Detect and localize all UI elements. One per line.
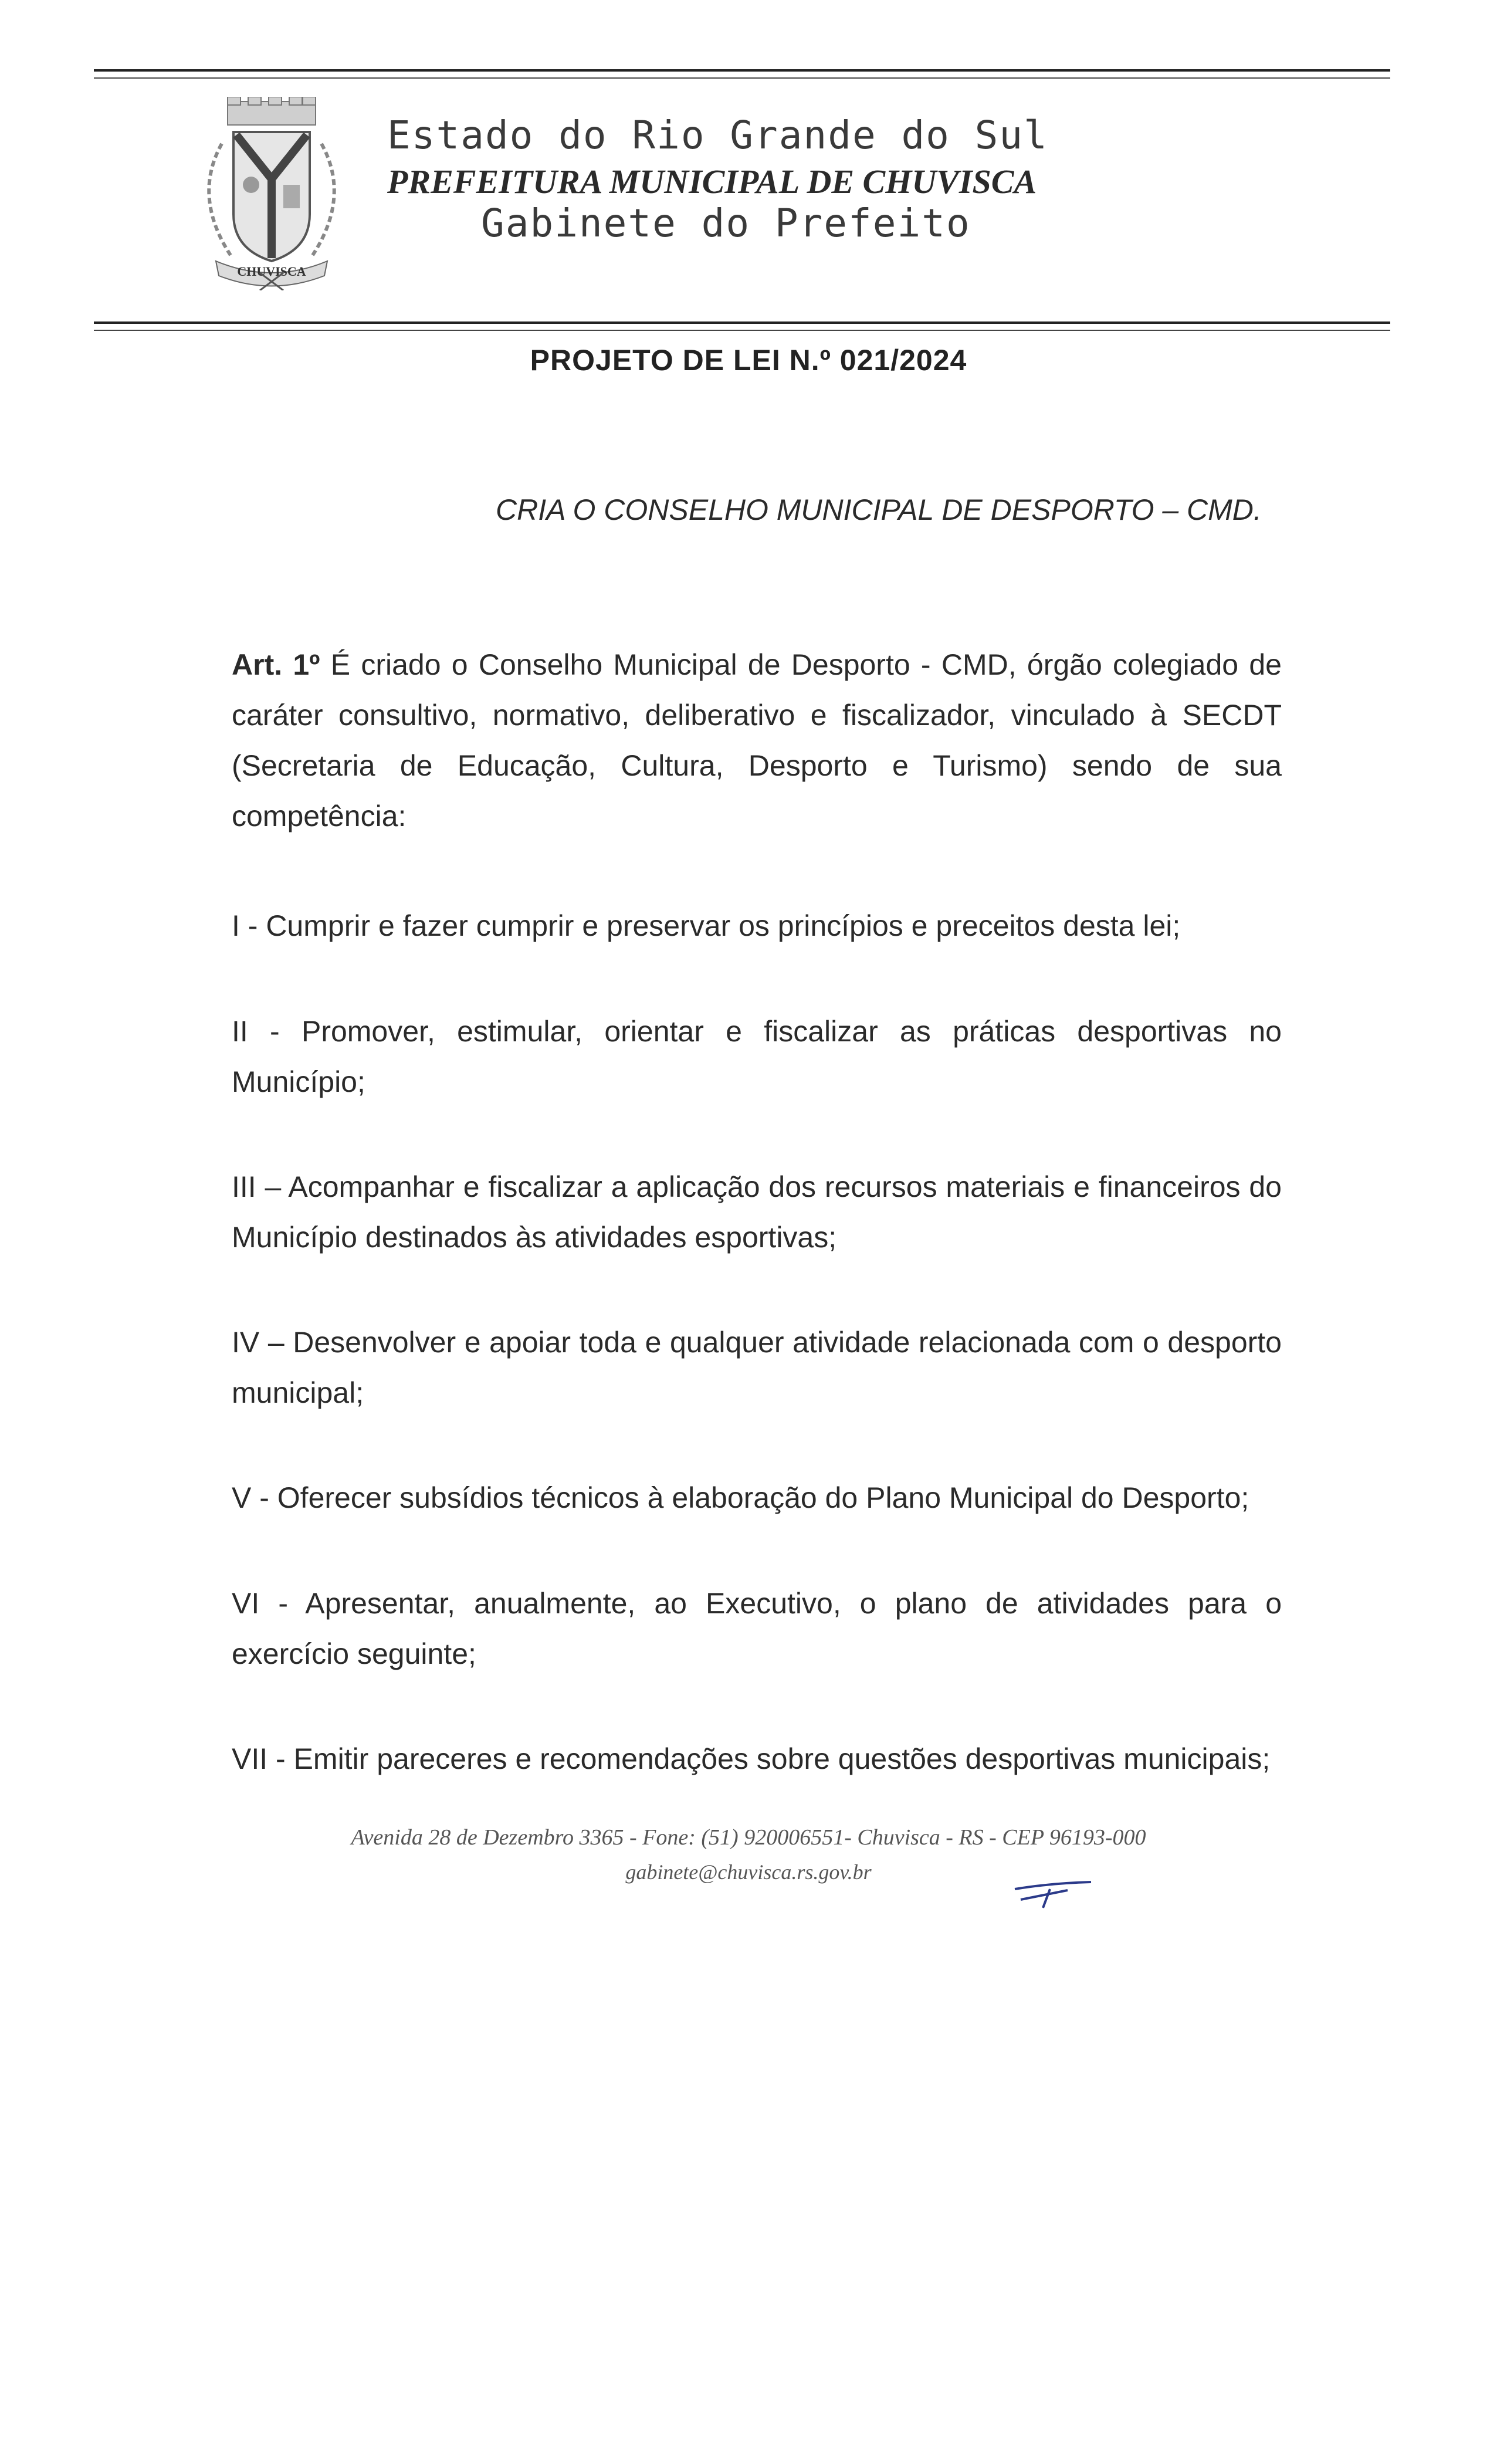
- svg-text:CHUVISCA: CHUVISCA: [237, 264, 306, 279]
- footer-email: gabinete@chuvisca.rs.gov.br: [625, 1860, 872, 1884]
- item-iii: III – Acompanhar e fiscalizar a aplicação dos recursos materiais e financeiros do Município destinados às atividades esportivas;: [232, 1170, 1282, 1254]
- header-top-rule: [94, 69, 1390, 72]
- municipal-coat-of-arms: [187, 97, 357, 290]
- state-name: Estado do Rio Grande do Sul: [387, 113, 1048, 158]
- article-text: É criado o Conselho Municipal de Desporto - CMD, órgão colegiado de caráter consultivo, normativo, deliberativo e fiscalizador, vinculado à SECDT (Secretaria de Educação, Cultura, Desporto e Turismo) sendo de sua competência:: [232, 648, 1282, 832]
- item-ii: II - Promover, estimular, orientar e fiscalizar as práticas desportivas no Município;: [232, 1015, 1282, 1098]
- handwritten-initials: [1009, 1871, 1097, 1913]
- header-bottom-rule: [94, 321, 1390, 324]
- item-v: V - Oferecer subsídios técnicos à elaboração do Plano Municipal do Desporto;: [232, 1481, 1249, 1514]
- office-name: Gabinete do Prefeito: [481, 201, 971, 246]
- letterhead: [387, 114, 1267, 245]
- bill-ementa: CRIA O CONSELHO MUNICIPAL DE DESPORTO – CMD.: [496, 493, 1262, 526]
- prefeitura-name: PREFEITURA MUNICIPAL DE CHUVISCA: [387, 162, 1037, 201]
- item-vi: VI - Apresentar, anualmente, ao Executivo, o plano de atividades para o exercício seguinte;: [232, 1587, 1282, 1670]
- bill-number: PROJETO DE LEI N.º 021/2024: [530, 344, 967, 377]
- article-label: Art. 1º: [232, 648, 320, 681]
- header-bottom-rule-thin: [94, 330, 1390, 331]
- footer-address: Avenida 28 de Dezembro 3365 - Fone: (51) 920006551- Chuvisca - RS - CEP 96193-000: [351, 1825, 1146, 1850]
- article-1: [232, 639, 1282, 841]
- item-vii: VII - Emitir pareceres e recomendações sobre questões desportivas municipais;: [232, 1742, 1271, 1775]
- item-i: I - Cumprir e fazer cumprir e preservar os princípios e preceitos desta lei;: [232, 909, 1181, 942]
- header-top-rule-thin: [94, 77, 1390, 79]
- item-iv: IV – Desenvolver e apoiar toda e qualquer atividade relacionada com o desporto municipal;: [232, 1326, 1282, 1409]
